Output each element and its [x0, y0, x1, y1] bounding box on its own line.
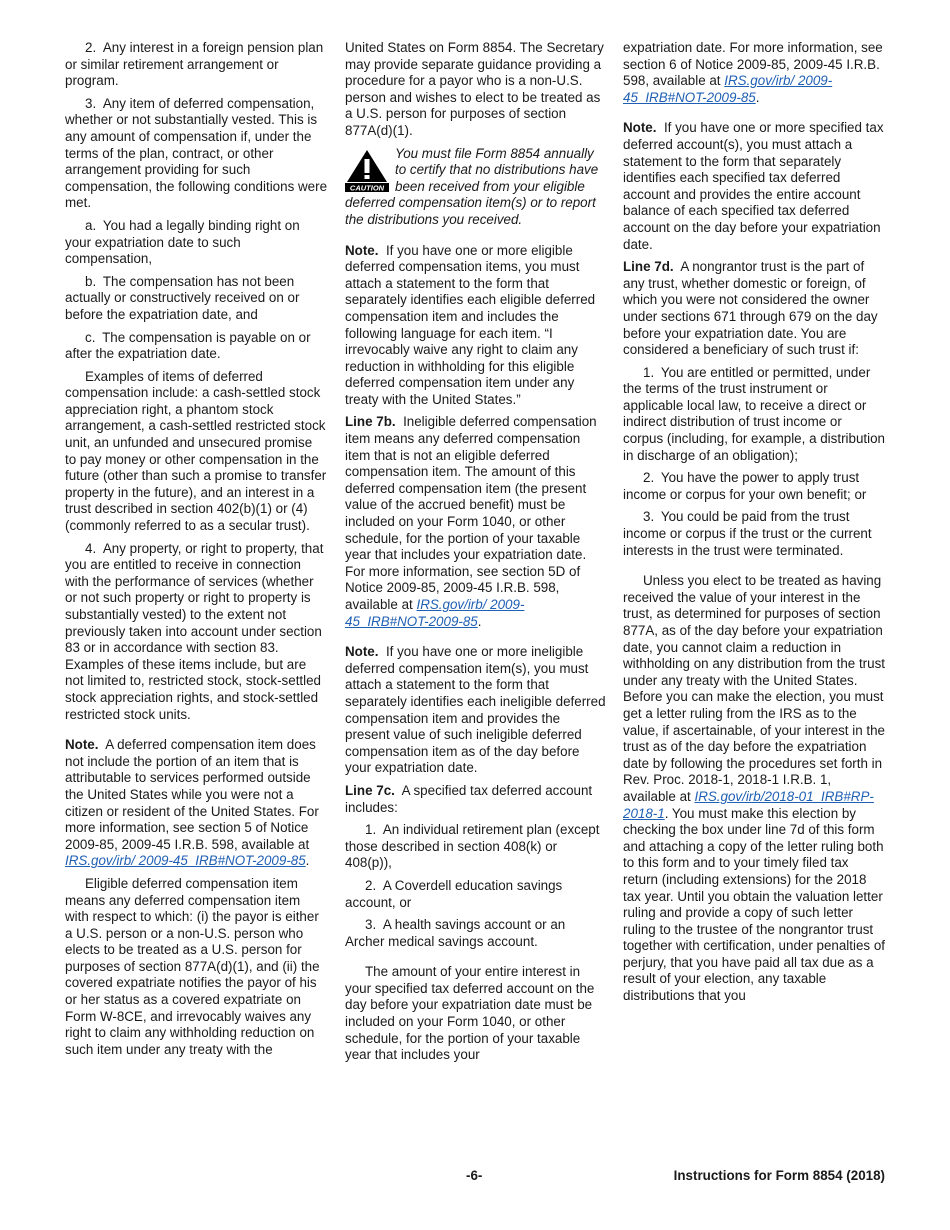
- paragraph: 3. Any item of deferred compensation, whether or not substantially vested. This is any amount of compensation if, under the terms of the plan, contract, or other arrangement providing for such compensation, the following conditions were met.: [65, 95, 328, 211]
- list-item: 2. You have the power to apply trust income or corpus for your own benefit; or: [623, 470, 867, 502]
- line-7d-label: Line 7d.: [623, 259, 674, 275]
- list-item: 2. A Coverdell education savings account, or: [345, 877, 563, 910]
- paragraph-text: Unless you elect to be treated as having received the value of your interest in the trust, as determined for purposes of section 877A, as of the day before your expatriation date, you cannot claim a reduction in withholding on any distribution from the trust under any treaty with the United States. Before you can make the election, you must get a letter ruling from the IRS as to the value, if ascertainable, of your interest in the trust as of the day before the expatriation date by following the procedures set forth in Rev. Proc. 2018-1, 2018-1 I.R.B. 1, available at: [623, 573, 886, 804]
- irs-link[interactable]: IRS.gov/irb/ 2009-45_IRB#NOT-2009-85: [623, 73, 833, 105]
- paragraph: Unless you elect to be treated as having received the value of your interest in the trust, as determined for purposes of section 877A, as of the day before your expatriation date, you cannot claim a reduction in withholding on any distribution from the trust under any treaty with the United States. Before you can make the election, you must get a letter ruling from the IRS as to the value, if ascertainable, of your interest in the trust as of the day before the expatriation date by following the procedures set forth in Rev. Proc. 2018-1, 2018-1 I.R.B. 1, available at IRS.gov/irb/2018-01_IRB#RP-2018-1. You must make this election by checking the box under line 7d of this form and attaching a copy of the letter ruling both to this form and to your timely filed tax return (including extensions) for the 2018 tax year. Until you obtain the valuation letter ruling and provide a copy of such letter ruling to the trustee of the nongrantor trust together with certification, under penalties of perjury, that you have paid all tax due as a result of your election, any taxable distributions that you: [623, 573, 886, 1004]
- line-7c-text: A specified tax deferred account includes:: [345, 782, 593, 815]
- column-3: [623, 40, 885, 1011]
- paragraph: expatriation date. For more information, see section 6 of Notice 2009-85, 2009-45 I.R.B. 598, available at IRS.gov/irb/ 2009-45_IRB#NOT-2009-85.: [623, 40, 883, 105]
- paragraph: Examples of items of deferred compensation include: a cash-settled stock appreciation right, a phantom stock arrangement, a cash-settled restricted stock unit, an unfunded and unsecured promise to pay money or other compensation in the future (other than such a promise to transfer property in the future), and an interest in a trust described in section 402(b)(1) or (4) (commonly referred to as a secular trust).: [65, 368, 327, 534]
- list-item: 1. You are entitled or permitted, under the terms of the trust instrument or applicable local law, to receive a direct or indirect distribution of trust income or corpus (including, for example, a distribution in discharge of an obligation);: [623, 364, 885, 463]
- note-text: If you have one or more specified tax deferred account(s), you must attach a statement to the form that separately identifies each specified tax deferred account and provides the entire account balance of each specified tax deferred account on the day before your expatriation date.: [623, 120, 884, 252]
- form-title: Instructions for Form 8854 (2018): [673, 1168, 885, 1183]
- column-2: [345, 40, 607, 1070]
- paragraph-text: expatriation date. For more information, see section 6 of Notice 2009-85, 2009-45 I.R.B. 598, available at: [623, 40, 883, 89]
- paragraph: a. You had a legally binding right on your expatriation date to such compensation,: [65, 217, 300, 267]
- paragraph: Eligible deferred compensation item means any deferred compensation item with respect to which: (i) the payor is either a U.S. person or a non-U.S. person who elects to be treated as a U.S. person for purposes of section 877A(d)(1), and (ii) the covered expatriate notifies the payor of his or her status as a covered expatriate on Form W-8CE, and irrevocably waives any right to claim any withholding reduction on such item under any treaty with the: [65, 875, 320, 1057]
- line-7b-paragraph: Line 7b. Ineligible deferred compensation item means any deferred compensation item that is not an eligible deferred compensation item. The amount of this deferred compensation item (the present value of the accrued benefit) must be included on your Form 1040, or other schedule, for the portion of your taxable year that includes your expatriation date. For more information, see section 5D of Notice 2009-85, 2009-45 I.R.B. 598, available at IRS.gov/irb/ 2009-45_IRB#NOT-2009-85.: [345, 414, 597, 629]
- list-item: 1. An individual retirement plan (except those described in section 408(k) or 408(p)),: [345, 822, 600, 871]
- irs-link[interactable]: IRS.gov/irb/ 2009-45_IRB#NOT-2009-85: [65, 853, 306, 869]
- caution-icon: [345, 148, 389, 192]
- line-7c-label: Line 7c.: [345, 782, 395, 798]
- paragraph: United States on Form 8854. The Secretary may provide separate guidance providing a procedure for a payor who is a non-U.S. person and wishes to elect to be treated as a U.S. person for purposes of section 877A(d)(1).: [345, 40, 604, 138]
- caution-box: [345, 146, 607, 229]
- list-item: 3. You could be paid from the trust income or corpus if the trust or the current interests in the trust were terminated.: [623, 509, 872, 558]
- note-label: Note.: [345, 242, 379, 258]
- note-paragraph: Note. A deferred compensation item does not include the portion of an item that is attributable to services performed outside the United States while you were not a citizen or resident of the United States. For more information, see section 5 of Notice 2009-85, 2009-45 I.R.B. 598, available at IRS.gov/irb/ 2009-45_IRB#NOT-2009-85.: [65, 737, 319, 869]
- irs-link[interactable]: IRS.gov/irb/2018-01_IRB#RP-2018-1: [623, 788, 874, 821]
- line-7b-text: Ineligible deferred compensation item means any deferred compensation item that is not an eligible deferred compensation item. The amount of this deferred compensation item (the present value of the accrued benefit) must be included on your Form 1040, or other schedule, for the portion of your taxable year that includes your expatriation date. For more information, see section 5D of Notice 2009-85, 2009-45 I.R.B. 598, available at: [345, 414, 597, 612]
- irs-link[interactable]: IRS.gov/irb/ 2009-45_IRB#NOT-2009-85: [345, 597, 525, 629]
- paragraph: The amount of your entire interest in your specified tax deferred account on the day before your expatriation date must be included on your Form 1040, or other schedule, for the portion of your taxable year that includes your: [345, 964, 595, 1063]
- note-paragraph: [623, 120, 885, 253]
- note-text: If you have one or more ineligible deferred compensation item(s), you must attach a statement to the form that separately identifies each ineligible deferred compensation item and provides the present value of such ineligible deferred compensation item as of the day before your expatriation date.: [345, 644, 606, 776]
- note-label: Note.: [345, 644, 379, 660]
- list-item: 3. A health savings account or an Archer medical savings account.: [345, 917, 566, 949]
- page-number: -6-: [466, 1168, 483, 1183]
- caution-text: You must file Form 8854 annually to certify that no distributions have been received from your eligible deferred compensation item(s) or to report the distributions you received.: [345, 145, 599, 227]
- note-text: A deferred compensation item does not include the portion of an item that is attributable to services performed outside the United States while you were not a citizen or resident of the United States. For more information, see section 5 of Notice 2009-85, 2009-45 I.R.B. 598, available at: [65, 737, 319, 852]
- note-text: If you have one or more eligible deferred compensation items, you must attach a statement to the form that separately identifies each eligible deferred compensation item and includes the following language for each item. “I irrevocably waive any right to claim any reduction in withholding for this eligible deferred compensation item under any treaty with the United States.”: [345, 242, 596, 407]
- paragraph: b. The compensation has not been actually or constructively received on or before the expatriation date, and: [65, 273, 300, 322]
- line-7d-paragraph: [623, 259, 885, 359]
- paragraph: 4. Any property, or right to property, that you are entitled to receive in connection with the performance of services (whether or not such property or right to property is substantially vested) to the extent not previously taken into account under section 83 or in accordance with section 83. Examples of these items include, but are not limited to, restricted stock, stock-settled stock appreciation rights, and stock-settled restricted stock units.: [65, 540, 324, 722]
- paragraph: 2. Any interest in a foreign pension plan or similar retirement arrangement or program.: [65, 40, 324, 89]
- note-paragraph: [345, 243, 607, 409]
- note-paragraph: [345, 644, 607, 777]
- paragraph-text: You must make this election by checking the box under line 7d of this form and attaching a copy of the letter ruling both to this form and to your timely filed tax return (including extensions) for the 2018 tax year. Until you obtain the valuation letter ruling and provide a copy of such letter ruling to the trustee of the nongrantor trust together with certification, under penalties of perjury, that you have paid all tax due as a result of your election, any taxable distributions that you: [623, 805, 886, 1004]
- column-1: [65, 40, 327, 1064]
- paragraph: c. The compensation is payable on or after the expatriation date.: [65, 329, 311, 362]
- note-label: Note.: [65, 737, 99, 753]
- line-7d-text: A nongrantor trust is the part of any trust, whether domestic or foreign, of which you were not considered the owner under sections 671 through 679 on the day before your expatriation date. You are considered a beneficiary of such trust if:: [623, 259, 878, 358]
- note-label: Note.: [623, 120, 657, 136]
- line-7c-paragraph: [345, 783, 607, 816]
- caution-icon-label: CAUTION: [349, 183, 385, 192]
- line-7b-label: Line 7b.: [345, 414, 396, 430]
